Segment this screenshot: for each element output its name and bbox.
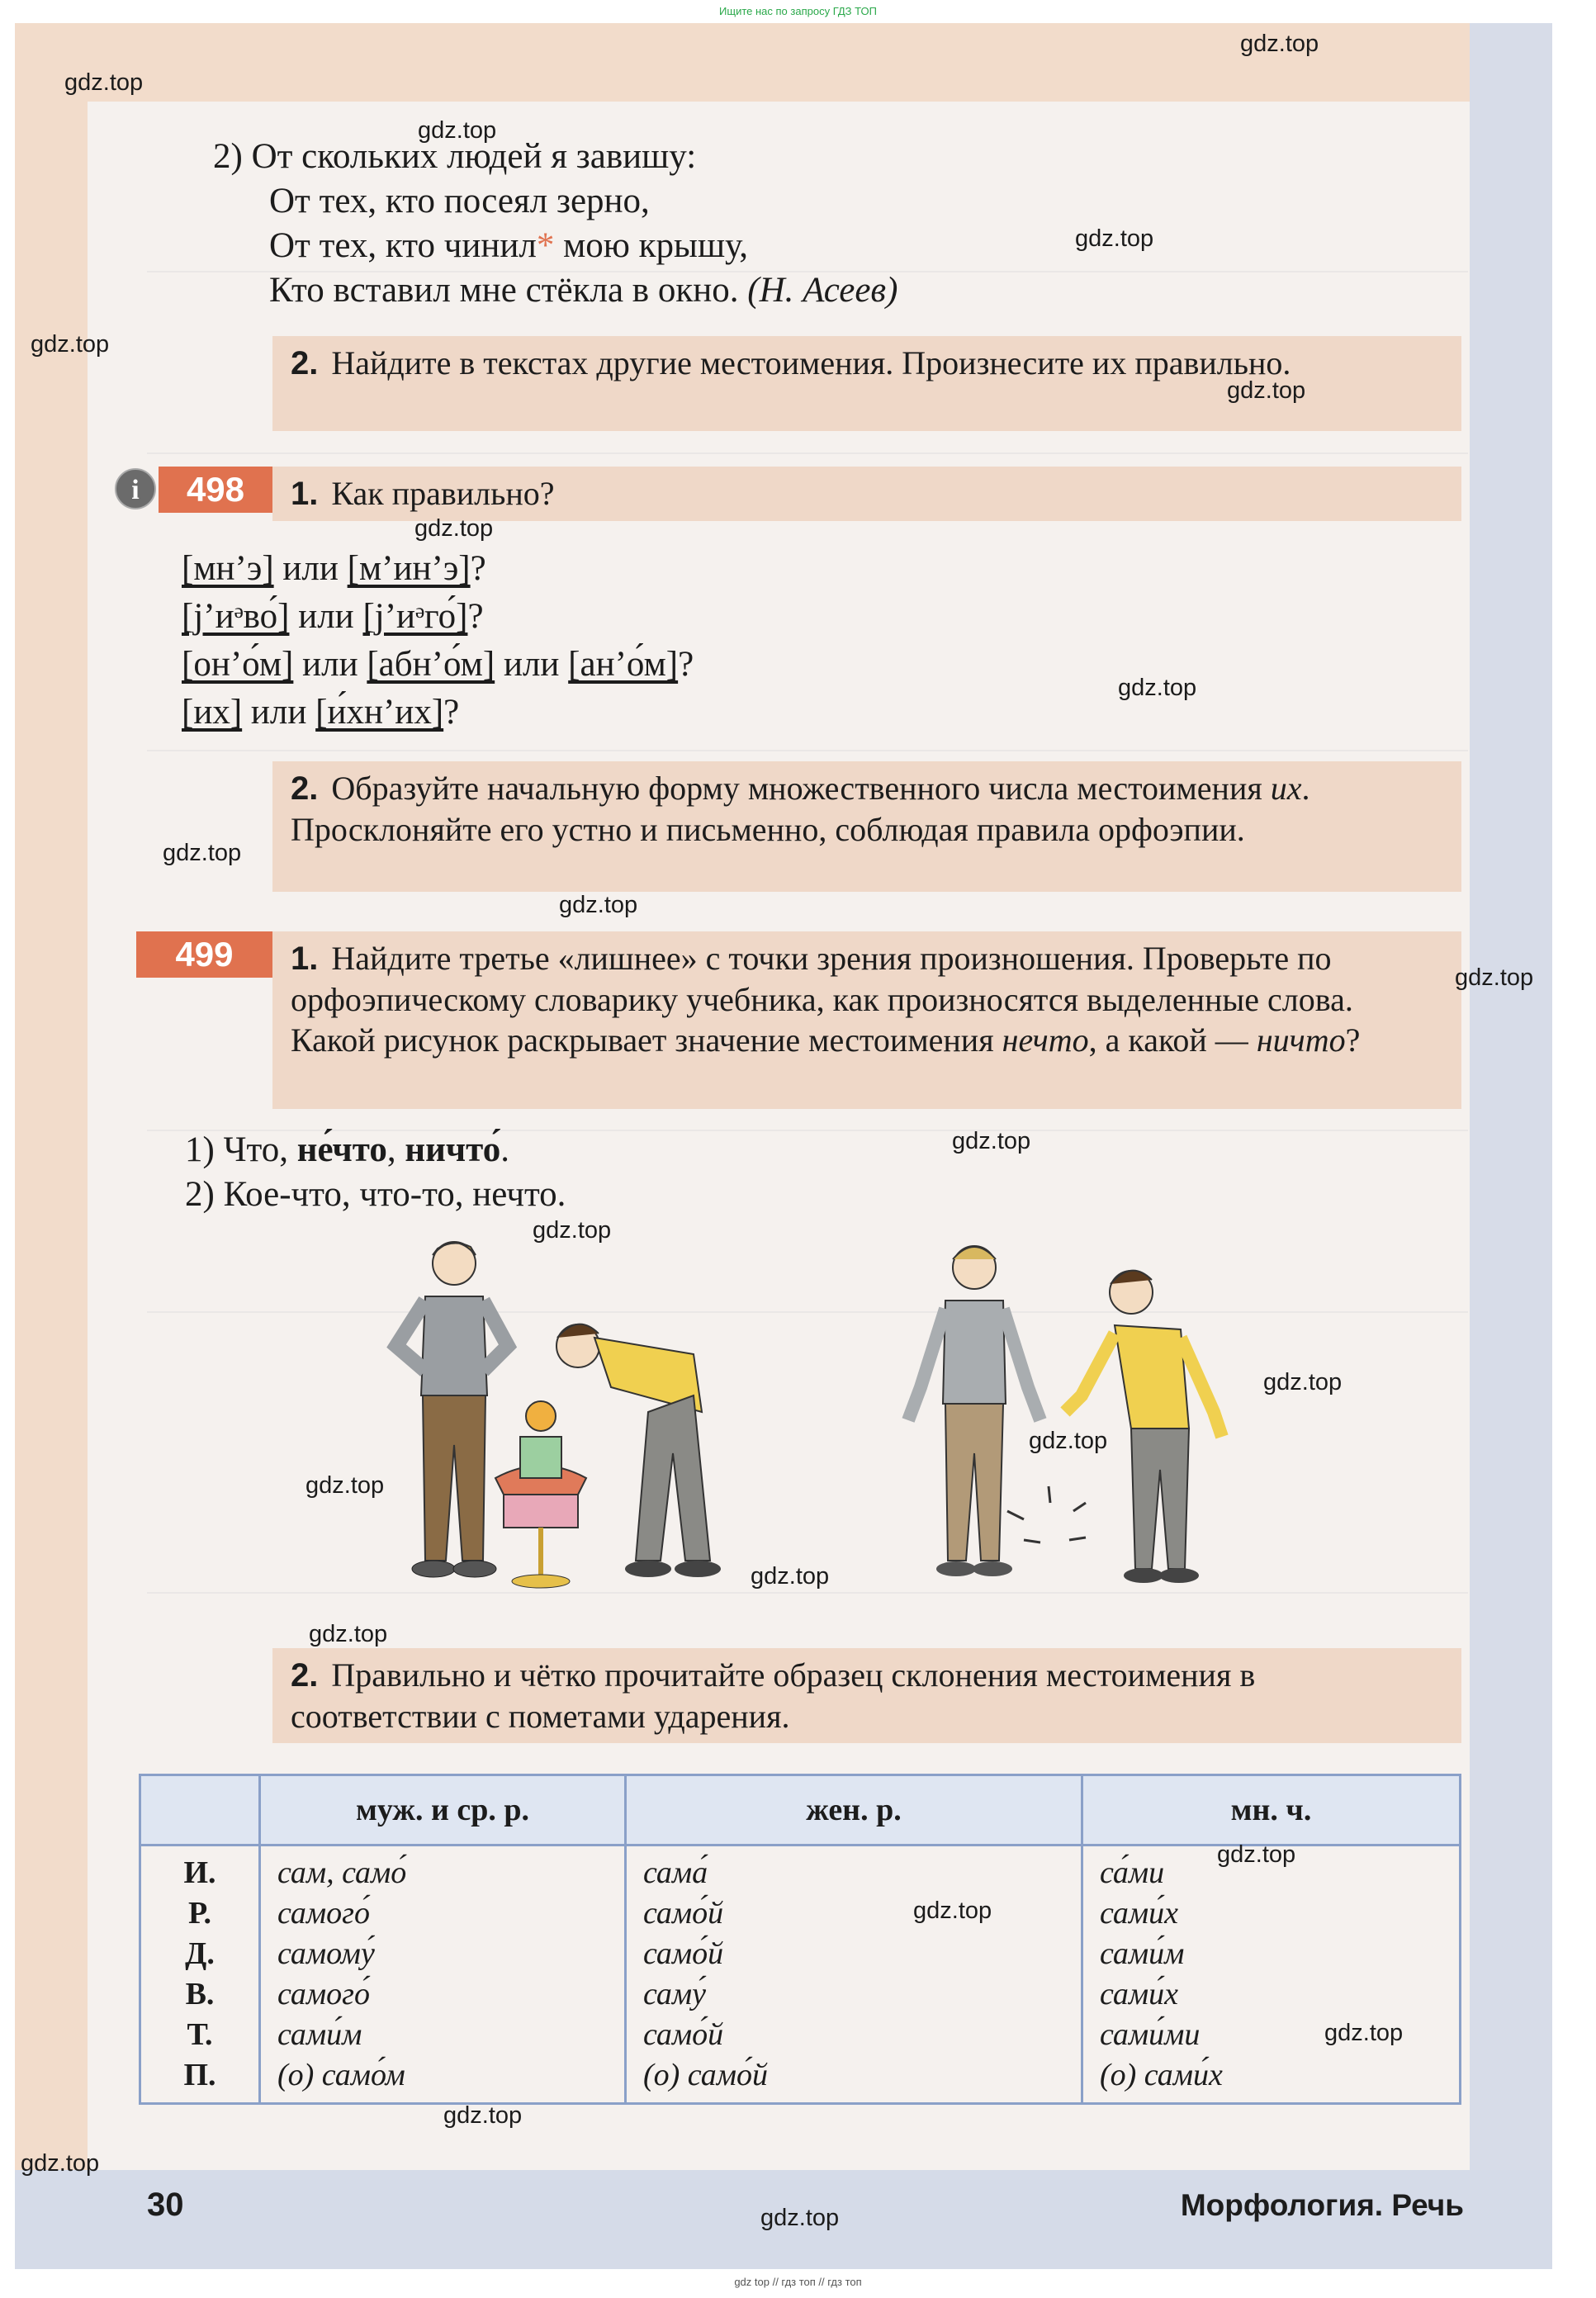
masc-column: сам, само́ самого́ самому́ самого́ сами́м (о) само́м [260,1846,626,2104]
watermark: gdz.top [418,117,497,144]
empty-space-marks [1007,1486,1086,1542]
watermark: gdz.top [751,1563,830,1590]
watermark: gdz.top [163,840,242,866]
ex499-task-2: 2. Правильно и чётко прочитайте образец склонения местоимения в соответствии с пометами ударения. [272,1648,1461,1743]
poem-line-2: От тех, кто посеял зерно, [269,182,650,220]
left-margin [15,102,88,2182]
section-title: Морфология. Речь [1180,2188,1464,2222]
ex499-list-1: 1) Что, не́что, ничто́. [185,1130,509,1169]
poem-author: (Н. Асеев) [747,271,898,310]
ex498-task-2: 2. Образуйте начальную форму множественного числа местоимения их. Просклоняйте его устно и письменно, соблюдая правила орфоэпии. [272,761,1461,892]
poem-line-4: Кто вставил мне стёкла в окно. (Н. Асеев) [269,271,898,310]
cases-column: И. Р. Д. В. Т. П. [140,1846,260,2104]
watermark: gdz.top [305,1472,385,1499]
watermark: gdz.top [1263,1369,1343,1395]
boy-looking-down-figure [1065,1271,1222,1583]
watermark: gdz.top [1227,377,1306,404]
ex498-option-4: [их] или [и́хн’их]? [182,693,460,732]
watermark: gdz.top [952,1128,1031,1154]
watermark: gdz.top [21,2150,100,2177]
table-header-row [140,1775,1461,1846]
asterisk-mark: * [536,226,555,265]
watermark: gdz.top [760,2205,840,2231]
watermark: gdz.top [414,515,494,542]
watermark: gdz.top [1029,1428,1108,1454]
table-header-plural: мн. ч. [1082,1775,1461,1846]
boy-bending-figure [556,1324,721,1577]
ex498-option-2: [j’иᵊво́] или [j’иᵊго́]? [182,597,484,636]
table-header-fem: жен. р. [626,1775,1082,1846]
exercise-498-number: 498 [159,467,272,513]
watermark: gdz.top [1075,225,1154,252]
fem-column: сама́ само́й само́й саму́ само́й (о) само́й [626,1846,1082,2104]
right-margin [1470,23,1552,2269]
boy-standing-figure [396,1242,508,1577]
table-header-masc: муж. и ср. р. [260,1775,626,1846]
exercise-499-number: 499 [136,931,272,978]
bottom-note: gdz top // гдз топ // гдз топ [734,2276,862,2288]
info-icon: i [115,468,156,509]
watermark: gdz.top [533,1217,612,1244]
top-band [15,23,1552,102]
watermark: gdz.top [913,1898,992,1924]
watermark: gdz.top [1324,2020,1404,2046]
table-header-empty [140,1775,260,1846]
poem-line-3: От тех, кто чинил* мою крышу, [269,226,749,265]
poem-line-1: 2) От скольких людей я завишу: [213,137,697,176]
table-body-row [140,1846,1461,2104]
watermark: gdz.top [309,1621,388,1647]
top-note: Ищите нас по запросу ГДЗ ТОП [719,5,877,17]
ex499-list-2: 2) Кое-что, что-то, нечто. [185,1175,566,1214]
gift-box [495,1401,586,1588]
plural-column: са́ми сами́х сами́м сами́х сами́ми (о) сами́х [1082,1846,1461,2104]
watermark: gdz.top [64,69,144,96]
illustration-boys-gift [347,1230,760,1618]
watermark: gdz.top [1455,964,1534,991]
declension-table [139,1774,1461,2105]
ex498-option-3: [он’о́м] или [абн’о́м] или [ан’о́м]? [182,645,694,684]
illustration-boys-nothing [859,1230,1272,1618]
watermark: gdz.top [31,331,110,358]
watermark: gdz.top [559,892,638,918]
ex498-option-1: [мн’э] или [м’ин’э]? [182,549,486,588]
watermark: gdz.top [1217,1841,1296,1868]
task-prev-2: 2. Найдите в текстах другие местоимения. Произнесите их правильно. [272,336,1461,431]
ex498-task-1: 1. Как правильно? [272,467,1461,521]
watermark: gdz.top [443,2102,523,2129]
watermark: gdz.top [1240,31,1319,57]
watermark: gdz.top [1118,675,1197,701]
ex499-task-1: 1. Найдите третье «лишнее» с точки зрения произношения. Проверьте по орфоэпическому словарику учебника, как произносятся выделенные слова. Какой рисунок раскрывает значение местоимения нечто, а какой — ничто? [272,931,1461,1109]
boy-arms-out-figure [908,1246,1040,1576]
page-number: 30 [147,2187,184,2223]
